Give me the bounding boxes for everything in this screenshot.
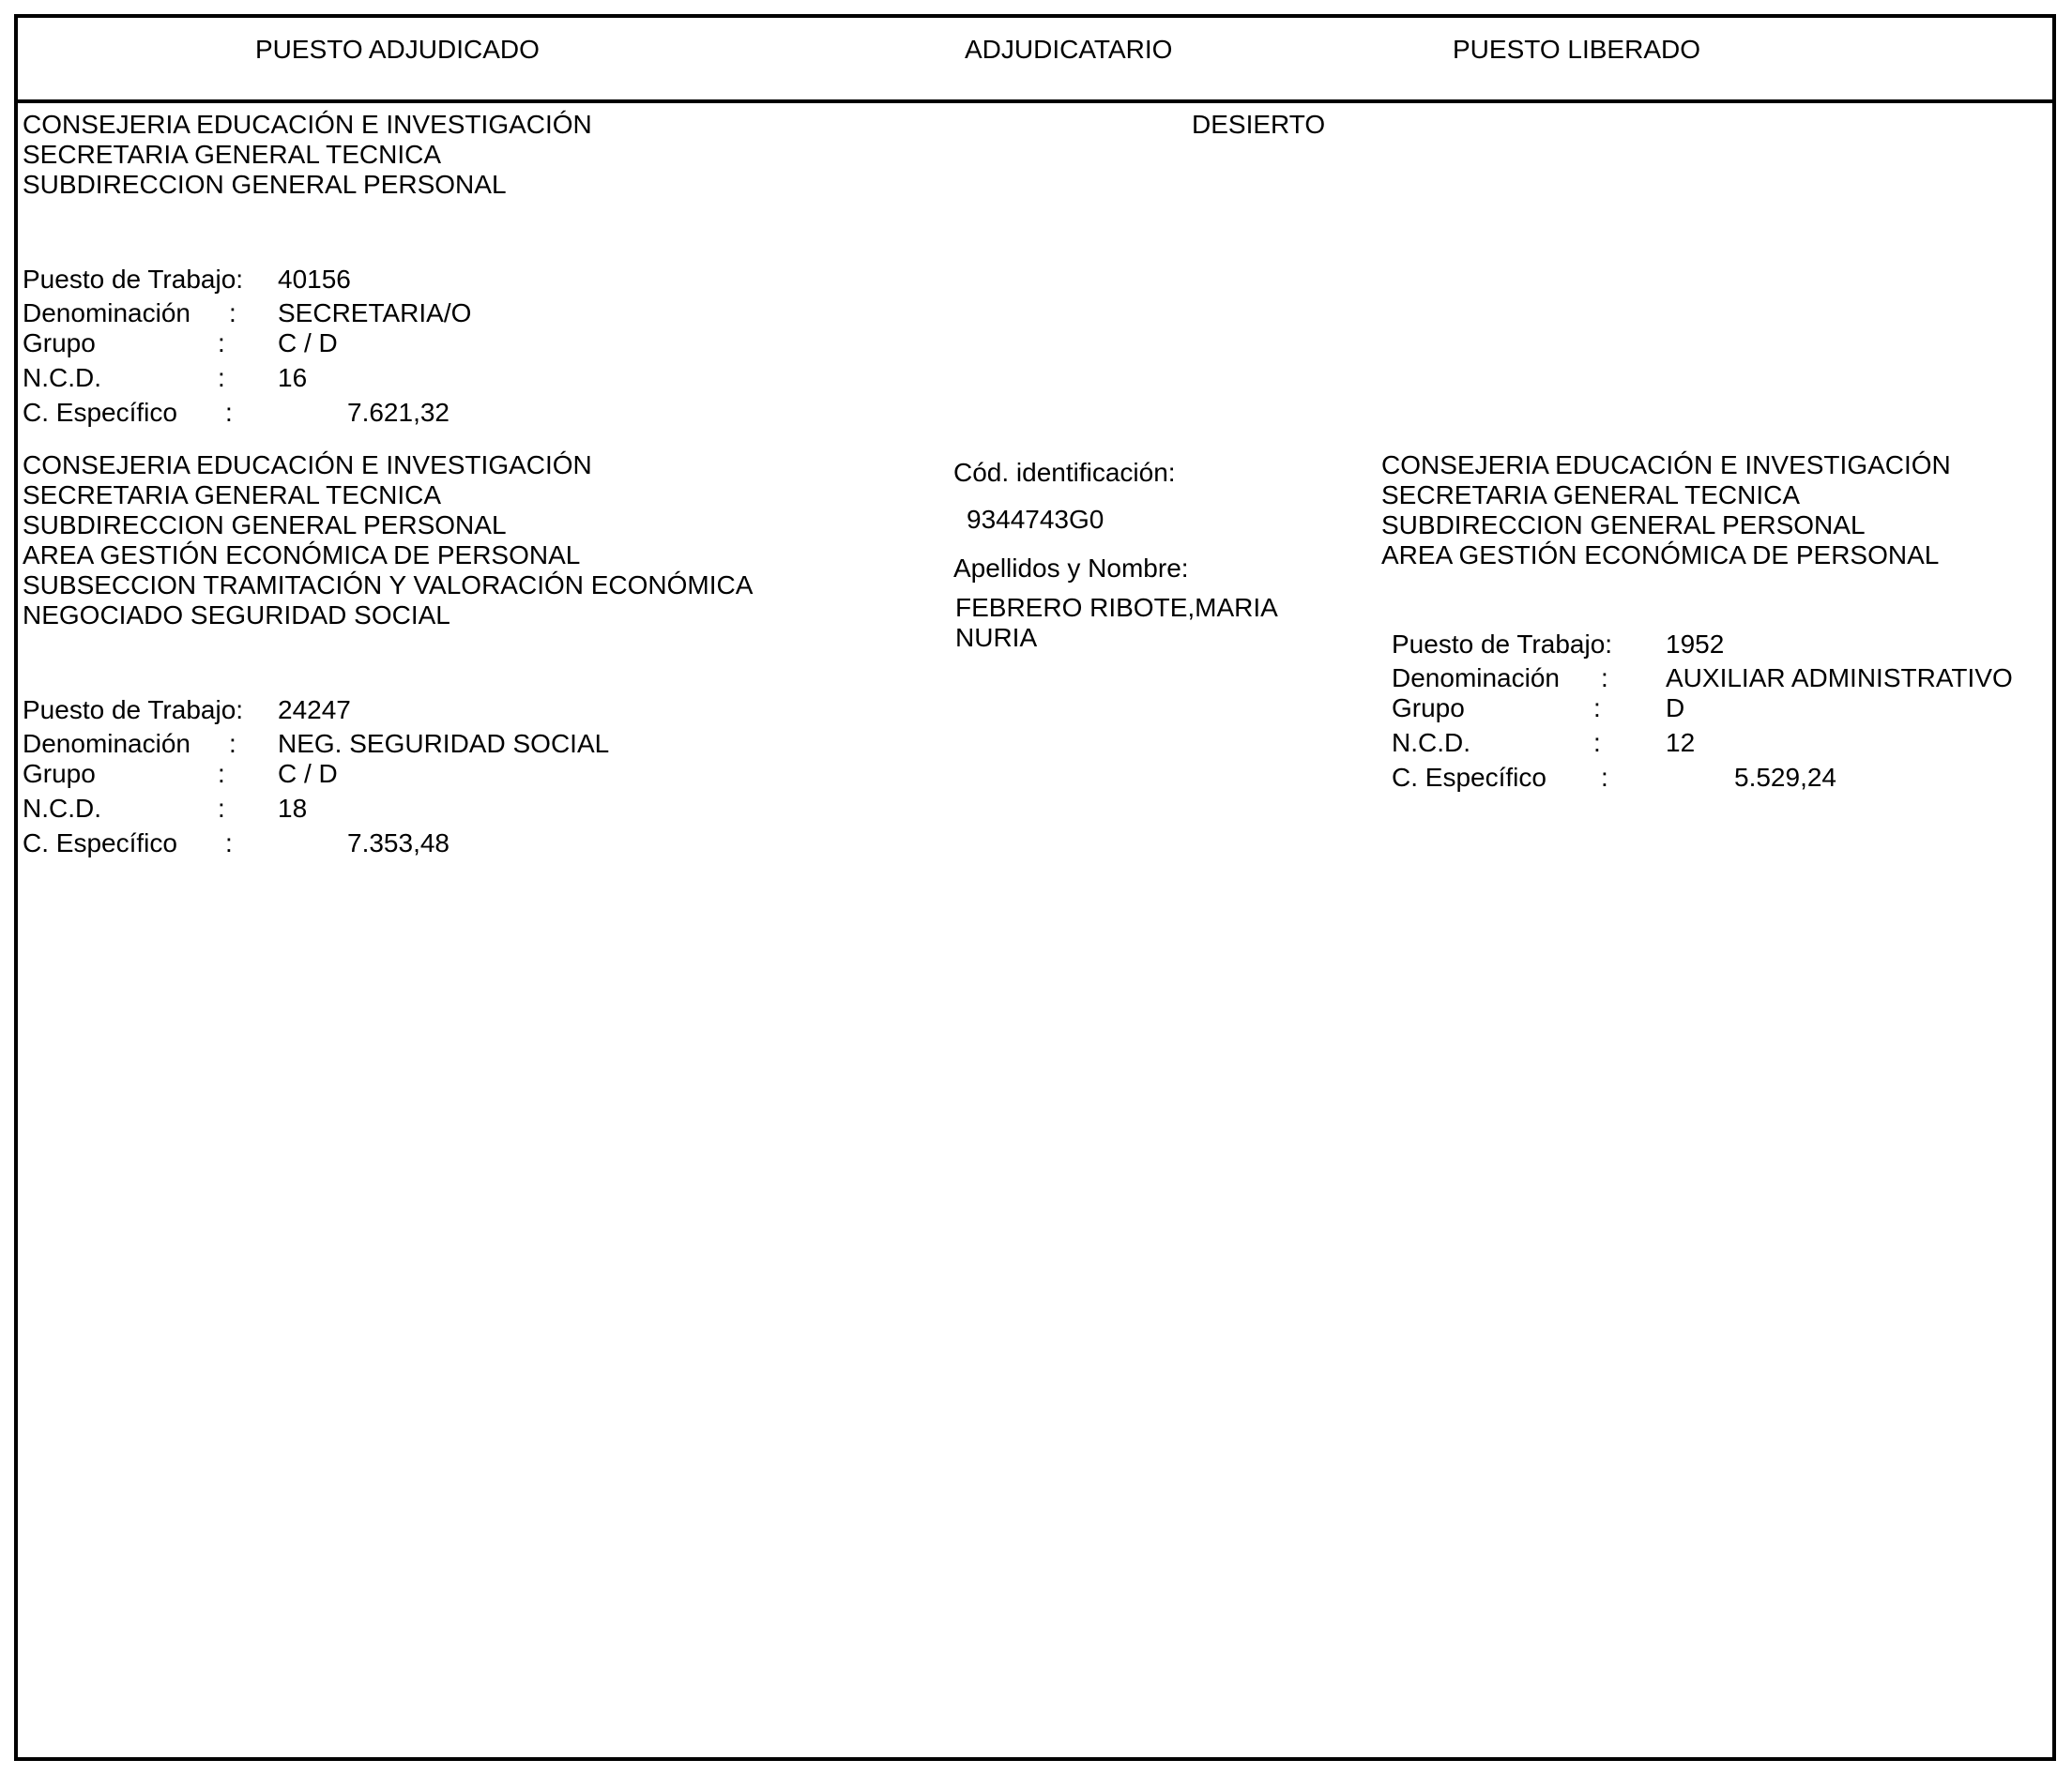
label-especifico: C. Específico [23,828,177,857]
header-divider [14,99,2056,103]
row2-ncd-value: 18 [278,794,308,823]
org-line: NEGOCIADO SEGURIDAD SOCIAL [23,600,450,630]
colon: : [1601,763,1608,792]
row1-ncd-value: 16 [278,363,308,392]
row1-adjudicatario-desierto: DESIERTO [1192,110,1326,139]
row1-adjudicado-org [23,110,592,200]
org-line: SECRETARIA GENERAL TECNICA [1381,480,1801,509]
colon: : [218,759,225,788]
label-grupo: Grupo [23,759,96,788]
row2-liberado-org [1381,450,1951,570]
colon: : [1593,693,1601,722]
colon: : [225,398,233,427]
label-denominacion: Denominación [1392,663,1560,692]
row2-liberado-ncd-value: 12 [1666,728,1696,757]
org-line: CONSEJERIA EDUCACIÓN E INVESTIGACIÓN [23,110,592,139]
header-puesto-adjudicado: PUESTO ADJUDICADO [255,35,540,64]
org-line: CONSEJERIA EDUCACIÓN E INVESTIGACIÓN [1381,450,1951,479]
colon: : [218,794,225,823]
org-line: SECRETARIA GENERAL TECNICA [23,140,442,169]
adjudicatario-nombre-line2: NURIA [955,623,1038,652]
row1-especifico-value: 7.621,32 [347,398,449,427]
adjudicatario-nombre-line1: FEBRERO RIBOTE,MARIA [955,593,1278,622]
row2-grupo-value: C / D [278,759,338,788]
label-grupo: Grupo [23,328,96,357]
row1-puesto-value: 40156 [278,265,351,294]
label-especifico: C. Específico [23,398,177,427]
org-line: AREA GESTIÓN ECONÓMICA DE PERSONAL [1381,540,1940,569]
org-line: CONSEJERIA EDUCACIÓN E INVESTIGACIÓN [23,450,592,479]
row1-grupo-value: C / D [278,328,338,357]
row2-liberado-grupo-value: D [1666,693,1685,722]
row2-liberado-puesto-value: 1952 [1666,630,1725,659]
row2-liberado-denominacion-value: AUXILIAR ADMINISTRATIVO [1666,663,2013,692]
row2-puesto-value: 24247 [278,695,351,724]
org-line: AREA GESTIÓN ECONÓMICA DE PERSONAL [23,540,581,569]
label-ncd: N.C.D. [23,794,101,823]
row2-liberado-especifico-value: 5.529,24 [1734,763,1836,792]
org-line: SUBDIRECCION GENERAL PERSONAL [23,510,507,539]
row1-denominacion-value: SECRETARIA/O [278,298,472,327]
row2-adjudicado-org [23,450,753,630]
label-denominacion: Denominación [23,298,190,327]
org-line: SECRETARIA GENERAL TECNICA [23,480,442,509]
header-adjudicatario: ADJUDICATARIO [965,35,1173,64]
label-apellidos-nombre: Apellidos y Nombre: [953,554,1189,583]
label-grupo: Grupo [1392,693,1465,722]
row2-especifico-value: 7.353,48 [347,828,449,857]
label-cod-identificacion: Cód. identificación: [953,458,1176,487]
header-puesto-liberado: PUESTO LIBERADO [1453,35,1701,64]
row2-denominacion-value: NEG. SEGURIDAD SOCIAL [278,729,610,758]
colon: : [1601,663,1608,692]
label-puesto: Puesto de Trabajo: [1392,630,1613,659]
colon: : [229,298,236,327]
label-ncd: N.C.D. [23,363,101,392]
org-line: SUBDIRECCION GENERAL PERSONAL [1381,510,1866,539]
label-denominacion: Denominación [23,729,190,758]
colon: : [1593,728,1601,757]
colon: : [229,729,236,758]
colon: : [218,328,225,357]
org-line: SUBSECCION TRAMITACIÓN Y VALORACIÓN ECONÓMICA [23,570,754,599]
label-puesto: Puesto de Trabajo: [23,265,244,294]
org-line: SUBDIRECCION GENERAL PERSONAL [23,170,507,199]
label-puesto: Puesto de Trabajo: [23,695,244,724]
adjudicatario-codigo: 9344743G0 [967,505,1105,534]
colon: : [225,828,233,857]
label-especifico: C. Específico [1392,763,1546,792]
colon: : [218,363,225,392]
label-ncd: N.C.D. [1392,728,1470,757]
